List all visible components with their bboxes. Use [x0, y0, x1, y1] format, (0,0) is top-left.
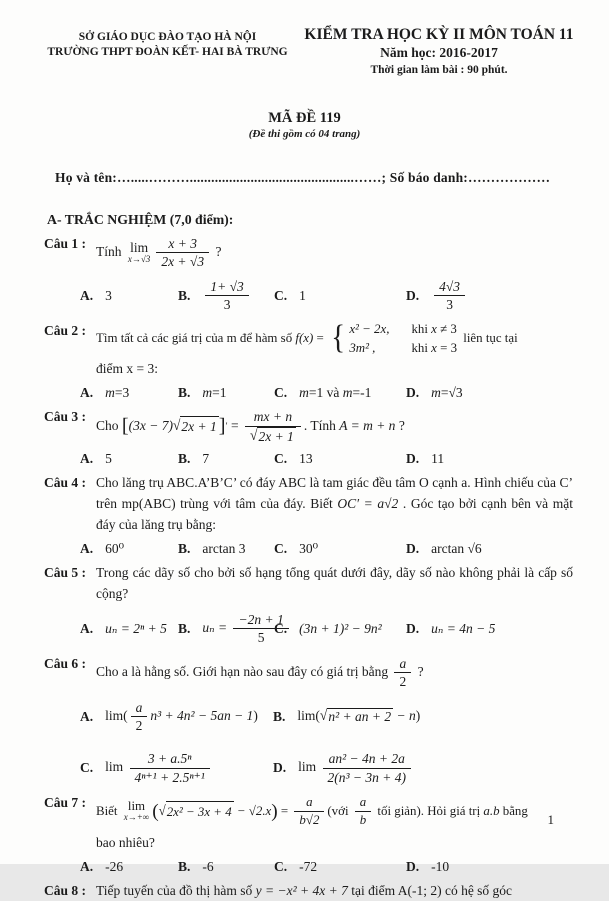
- option-c-value: 30⁰: [299, 540, 319, 556]
- option-b-value: lim( √ n² + an + 2 − n): [297, 707, 421, 725]
- student-info-line: [55, 170, 609, 186]
- option-a-value: -26: [105, 858, 124, 874]
- question-8-text: Tiếp tuyến của đồ thị hàm số y = −x² + 4x + 7 tại điểm A(-1; 2) có hệ số góc: [96, 882, 513, 898]
- school-name: TRƯỜNG THPT ĐOÀN KẾT- HAI BÀ TRƯNG: [47, 45, 288, 58]
- option-c-value: m=1 và m=-1: [299, 384, 372, 400]
- student-id-field: Số báo danh:………………: [386, 169, 551, 185]
- exam-title: KIỂM TRA HỌC KỲ II MÔN TOÁN 11: [304, 26, 574, 43]
- question-7-body: [80, 793, 609, 874]
- option-c-value: 13: [299, 451, 313, 467]
- question-4: [0, 473, 609, 557]
- option-a: [80, 621, 178, 637]
- question-2: [0, 318, 609, 401]
- question-8: [0, 881, 609, 901]
- option-b: [178, 385, 274, 401]
- option-b-value: 7: [202, 451, 210, 467]
- option-b: [178, 541, 274, 557]
- option-a-label: A.: [80, 451, 94, 467]
- option-d-label: D.: [406, 540, 420, 556]
- option-d: [406, 541, 573, 557]
- option-d: [406, 277, 573, 315]
- option-c: [274, 859, 406, 875]
- school-year: Năm học: 2016-2017: [380, 45, 498, 61]
- option-c: [274, 451, 406, 467]
- option-c-label: C.: [274, 287, 288, 303]
- question-3-text: Cho [ (3x − 7) √ 2x + 1 ] ′ = mx + n √ 2x + 1 . Tính A = m + n ?: [96, 408, 405, 444]
- option-b-label: B.: [178, 858, 191, 874]
- question-5-body: [80, 563, 609, 648]
- department-name: SỞ GIÁO DỤC ĐÀO TẠO HÀ NỘI: [78, 31, 257, 43]
- question-2-text: Tìm tất cả các giá trị của m để hàm số f(x) = { x² − 2x, khi x ≠ 3 3m² , khi x = 3 liên tục tại: [96, 318, 518, 356]
- option-b-label: B.: [178, 540, 191, 556]
- question-6: [0, 654, 609, 787]
- option-c-label: C.: [274, 620, 288, 636]
- option-a-value: 3: [105, 287, 112, 303]
- option-d-value: m=√3: [431, 384, 463, 400]
- option-b-label: B.: [178, 384, 191, 400]
- option-c-label: C.: [274, 384, 288, 400]
- option-d-label: D.: [406, 287, 420, 303]
- option-b: [178, 277, 274, 315]
- option-c: [274, 621, 406, 637]
- question-1-text: Tính lim x→√3 x + 3 2x + √3 ?: [96, 235, 222, 270]
- question-8-body: [96, 881, 609, 901]
- option-d-value: -10: [431, 858, 450, 874]
- exam-title-block: [295, 25, 583, 78]
- option-d: [273, 749, 573, 787]
- question-3-body: [80, 407, 609, 467]
- option-d-label: D.: [406, 451, 420, 467]
- question-7-text-line2: bao nhiêu?: [96, 834, 155, 850]
- option-c: [274, 385, 406, 401]
- question-4-body: [80, 473, 609, 557]
- option-d-label: D.: [406, 384, 420, 400]
- option-b-value: -6: [202, 858, 214, 874]
- question-6-label: Câu 6 :: [44, 655, 87, 671]
- option-b-label: B.: [178, 451, 191, 467]
- option-a: [80, 385, 178, 401]
- option-c-label: C.: [80, 760, 94, 776]
- option-a-label: A.: [80, 540, 94, 556]
- option-a: [80, 288, 178, 304]
- question-4-label: Câu 4 :: [44, 475, 87, 491]
- option-c-value: (3n + 1)² − 9n²: [299, 620, 382, 636]
- question-8-label: Câu 8 :: [44, 882, 87, 898]
- question-1-body: [80, 234, 609, 315]
- option-d-value: arctan √6: [431, 540, 482, 556]
- option-d: [406, 451, 573, 467]
- exam-code: MÃ ĐỀ 119: [268, 109, 341, 126]
- option-b: [273, 698, 573, 736]
- option-b-value: arctan 3: [202, 540, 246, 556]
- option-b-value: m=1: [202, 384, 227, 400]
- question-2-body: [80, 318, 609, 401]
- option-a-label: A.: [80, 384, 94, 400]
- question-1-label: Câu 1 :: [44, 235, 87, 251]
- question-5: [0, 563, 609, 648]
- exam-code-subtitle: (Đề thi gồm có 04 trang): [248, 127, 361, 140]
- option-d-label: D.: [273, 760, 287, 776]
- question-7-text: Biết lim x→+∞ ( √ 2x² − 3x + 4 − √2.x ) = $\frac{a}{b√2}$ (với a b tối giản). Hỏi giá trị a.b bằng: [96, 795, 528, 827]
- option-d-value: 11: [431, 451, 445, 467]
- option-c: [80, 749, 273, 787]
- option-d: [406, 621, 573, 637]
- question-4-text: Cho lăng trụ ABC.A’B’C’ có đáy ABC là tam giác đều tâm O cạnh a. Hình chiếu của C’ trên mp(ABC) trùng với tâm của đáy. Biết OC′ = a√2 . Góc tạo bởi cạnh bên và mặt đáy của lăng trụ bằng:: [96, 475, 573, 532]
- question-7-options: [80, 859, 573, 875]
- option-a: [80, 698, 273, 736]
- exam-duration: Thời gian làm bài : 90 phút.: [370, 64, 508, 77]
- option-a: [80, 541, 178, 557]
- option-d-label: D.: [406, 620, 420, 636]
- question-2-options: [80, 385, 573, 401]
- option-c-label: C.: [274, 858, 288, 874]
- option-a-label: A.: [80, 858, 94, 874]
- option-c-value: 1: [299, 287, 306, 303]
- option-b-label: B.: [178, 620, 191, 636]
- question-6-options: [80, 698, 573, 787]
- option-d: [406, 385, 573, 401]
- question-3-options: [80, 451, 573, 467]
- option-a-value: uₙ = 2ⁿ + 5: [105, 620, 167, 636]
- section-title: A- TRẮC NGHIỆM (7,0 điểm):: [47, 211, 234, 227]
- question-3-label: Câu 3 :: [44, 408, 87, 424]
- option-a-label: A.: [80, 287, 94, 303]
- option-d-value: lim $\frac{\text{an² − 4n + 2a}}{\text{2(n³ − 3n + 4)}}$: [298, 749, 414, 787]
- option-a: [80, 451, 178, 467]
- student-name-field: Họ và tên:….....………..............................................……;: [55, 169, 387, 185]
- question-5-text: Trong các dãy số cho bởi số hạng tổng quát dưới đây, dãy số nào không phải là cấp số cộng?: [96, 564, 573, 601]
- option-a-value: 60⁰: [105, 540, 125, 556]
- issuing-authority-block: [40, 25, 295, 60]
- question-7-label: Câu 7 :: [44, 795, 87, 811]
- question-6-text: Cho a là hằng số. Giới hạn nào sau đây có giá trị bằng a 2 ?: [96, 655, 424, 690]
- option-c-label: C.: [274, 540, 288, 556]
- option-a-value: m=3: [105, 384, 130, 400]
- option-c-value: lim $\frac{\text{3 + a.5ⁿ}}{\text{4ⁿ⁺¹ + 2.5ⁿ⁺¹}}$: [105, 749, 213, 787]
- question-6-body: [80, 654, 609, 787]
- document-header: [0, 25, 609, 78]
- option-a-value: lim( $\frac{a}{2}$ n³ + 4n² − 5an − 1): [105, 699, 258, 734]
- option-c-value: -72: [299, 858, 318, 874]
- question-5-label: Câu 5 :: [44, 564, 87, 580]
- question-7: [0, 793, 609, 874]
- option-b-label: B.: [178, 287, 191, 303]
- question-1-options: [80, 277, 573, 315]
- option-c: [274, 541, 406, 557]
- option-b: [178, 610, 284, 648]
- option-b: [178, 859, 274, 875]
- option-b-value: uₙ = $\frac{-2n + 1}{5}$: [202, 610, 291, 648]
- question-3: [0, 407, 609, 467]
- option-b-label: B.: [273, 708, 286, 724]
- page-number: 1: [547, 812, 554, 827]
- option-b-value: $\frac{1+ √3}{3}$: [202, 277, 251, 315]
- option-d-label: D.: [406, 858, 420, 874]
- option-a-label: A.: [80, 620, 94, 636]
- question-4-options: [80, 541, 573, 557]
- question-2-label: Câu 2 :: [44, 322, 87, 338]
- question-1: [0, 234, 609, 315]
- option-a: [80, 859, 178, 875]
- option-b: [178, 451, 274, 467]
- option-c: [274, 288, 406, 304]
- option-a-value: 5: [105, 451, 112, 467]
- question-2-text-line2: điểm x = 3:: [96, 361, 158, 377]
- option-d-value: uₙ = 4n − 5: [431, 620, 496, 636]
- option-d: [406, 859, 573, 875]
- option-d-value: $\frac{4√3}{3}$: [431, 277, 468, 315]
- option-a-label: A.: [80, 708, 94, 724]
- question-5-options: [80, 610, 573, 648]
- option-c-label: C.: [274, 451, 288, 467]
